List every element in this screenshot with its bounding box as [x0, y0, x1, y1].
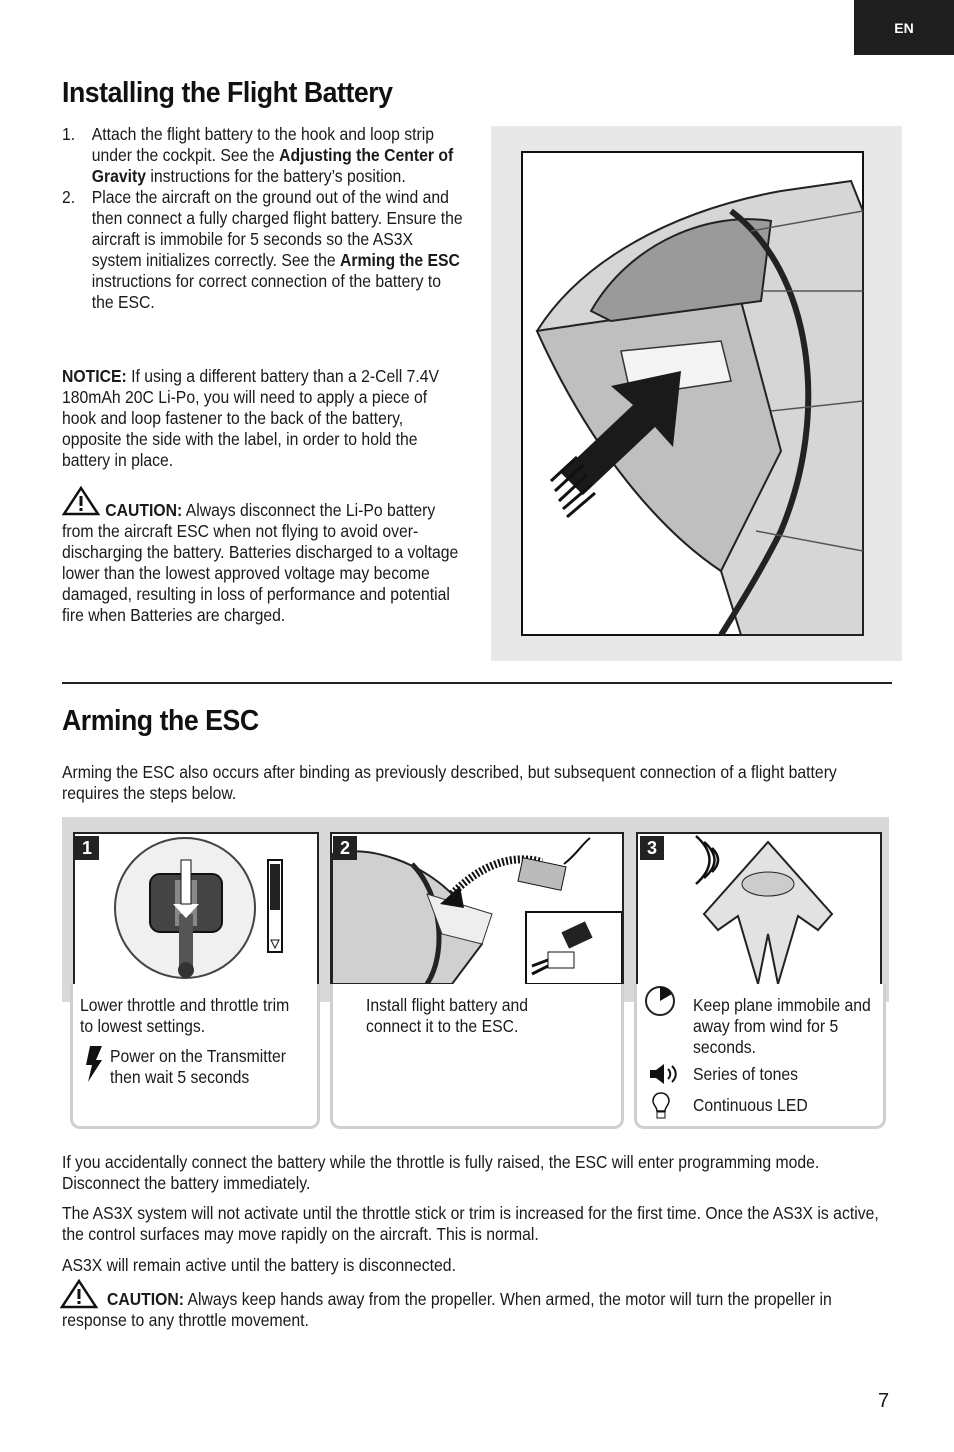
section-title-arming-esc: Arming the ESC [62, 705, 259, 737]
battery-connect-illustration [332, 834, 622, 984]
section-title-installing-battery: Installing the Flight Battery [62, 77, 393, 109]
caution-label: CAUTION: [107, 1289, 184, 1309]
power-bolt-icon [86, 1046, 104, 1082]
list-item [62, 124, 463, 187]
timer-clock-icon [644, 985, 676, 1017]
led-bulb-icon [652, 1092, 670, 1120]
aircraft-cockpit-illustration [521, 151, 864, 636]
step-text: Place the aircraft on the ground out of the wind and then connect a fully charged flight battery. Ensure the aircraft is immobile for 5 seconds so the AS3X system initializes correctly. See the [91, 187, 463, 270]
paragraph-as3x-active: AS3X will remain active until the battery is disconnected. [62, 1255, 456, 1275]
panel-1-caption: Lower throttle and throttle trim to lowest settings. [80, 995, 290, 1036]
panel-2-caption: Install flight battery and connect it to the ESC. [366, 995, 528, 1036]
arming-intro: Arming the ESC also occurs after binding as previously described, but subsequent connection of a flight battery requires the steps below. [62, 762, 837, 803]
step-number: 2. [62, 187, 76, 207]
panel-3-caption: Keep plane immobile and away from wind for 5 seconds. [693, 995, 871, 1057]
language-label: EN [894, 19, 914, 36]
transmitter-stick-icon [75, 834, 317, 984]
list-item [62, 187, 463, 313]
section-divider [62, 682, 892, 684]
panel-1-subcaption: Power on the Transmitter then wait 5 seconds [110, 1046, 286, 1087]
step-badge-2: 2 [333, 836, 357, 860]
caution-label: CAUTION: [105, 500, 183, 520]
caution-paragraph [62, 500, 463, 626]
step-link-bold: Adjusting the Center of Gravity [91, 145, 454, 186]
panel-3-figure [636, 832, 882, 986]
step-badge-3: 3 [640, 836, 664, 860]
caution-text: Always keep hands away from the propeller. When armed, the motor will turn the propeller in response to any throttle movement. [62, 1289, 832, 1330]
language-tab [854, 0, 954, 55]
notice-label: NOTICE: [62, 366, 127, 386]
panel-1-figure [73, 832, 319, 986]
step-text: instructions for correct connection of the battery to the ESC. [91, 271, 442, 312]
notice-text: If using a different battery than a 2-Cell 7.4V 180mAh 20C Li-Po, you will need to apply a piece of hook and loop fastener to the back of the battery, opposite the side with the label, in order to hold the battery in place. [62, 366, 440, 470]
paragraph-programming-mode: If you accidentally connect the battery while the throttle is fully raised, the ESC will enter programming mode. Disconnect the battery immediately. [62, 1152, 820, 1193]
panel-2-figure [330, 832, 624, 986]
step-number: 1. [62, 124, 76, 144]
paragraph-as3x-activation: The AS3X system will not activate until the throttle stick or trim is increased for the first time. Once the AS3X is active, the control surfaces may move rapidly on the aircraft. This is normal. [62, 1203, 879, 1244]
step-badge-1: 1 [75, 836, 99, 860]
speaker-tones-icon [648, 1063, 682, 1085]
step-link-bold: Arming the ESC [340, 250, 460, 270]
tones-label: Series of tones [693, 1064, 799, 1084]
caution-text: Always disconnect the Li-Po battery from the aircraft ESC when not flying to avoid over-discharging the battery. Batteries discharged to a voltage lower than the lowest approved voltage may become damaged, resulting in loss of performance and potential fire when Batteries are charged. [62, 500, 459, 625]
step-text: Attach the flight battery to the hook and loop strip under the cockpit. See the [91, 124, 435, 165]
notice-paragraph [62, 366, 462, 471]
page-number: 7 [878, 1390, 890, 1412]
led-label: Continuous LED [693, 1095, 808, 1115]
install-steps [62, 124, 463, 313]
step-text: instructions for the battery’s position. [145, 166, 406, 186]
aircraft-front-illustration [638, 834, 880, 984]
propeller-caution [62, 1289, 890, 1331]
